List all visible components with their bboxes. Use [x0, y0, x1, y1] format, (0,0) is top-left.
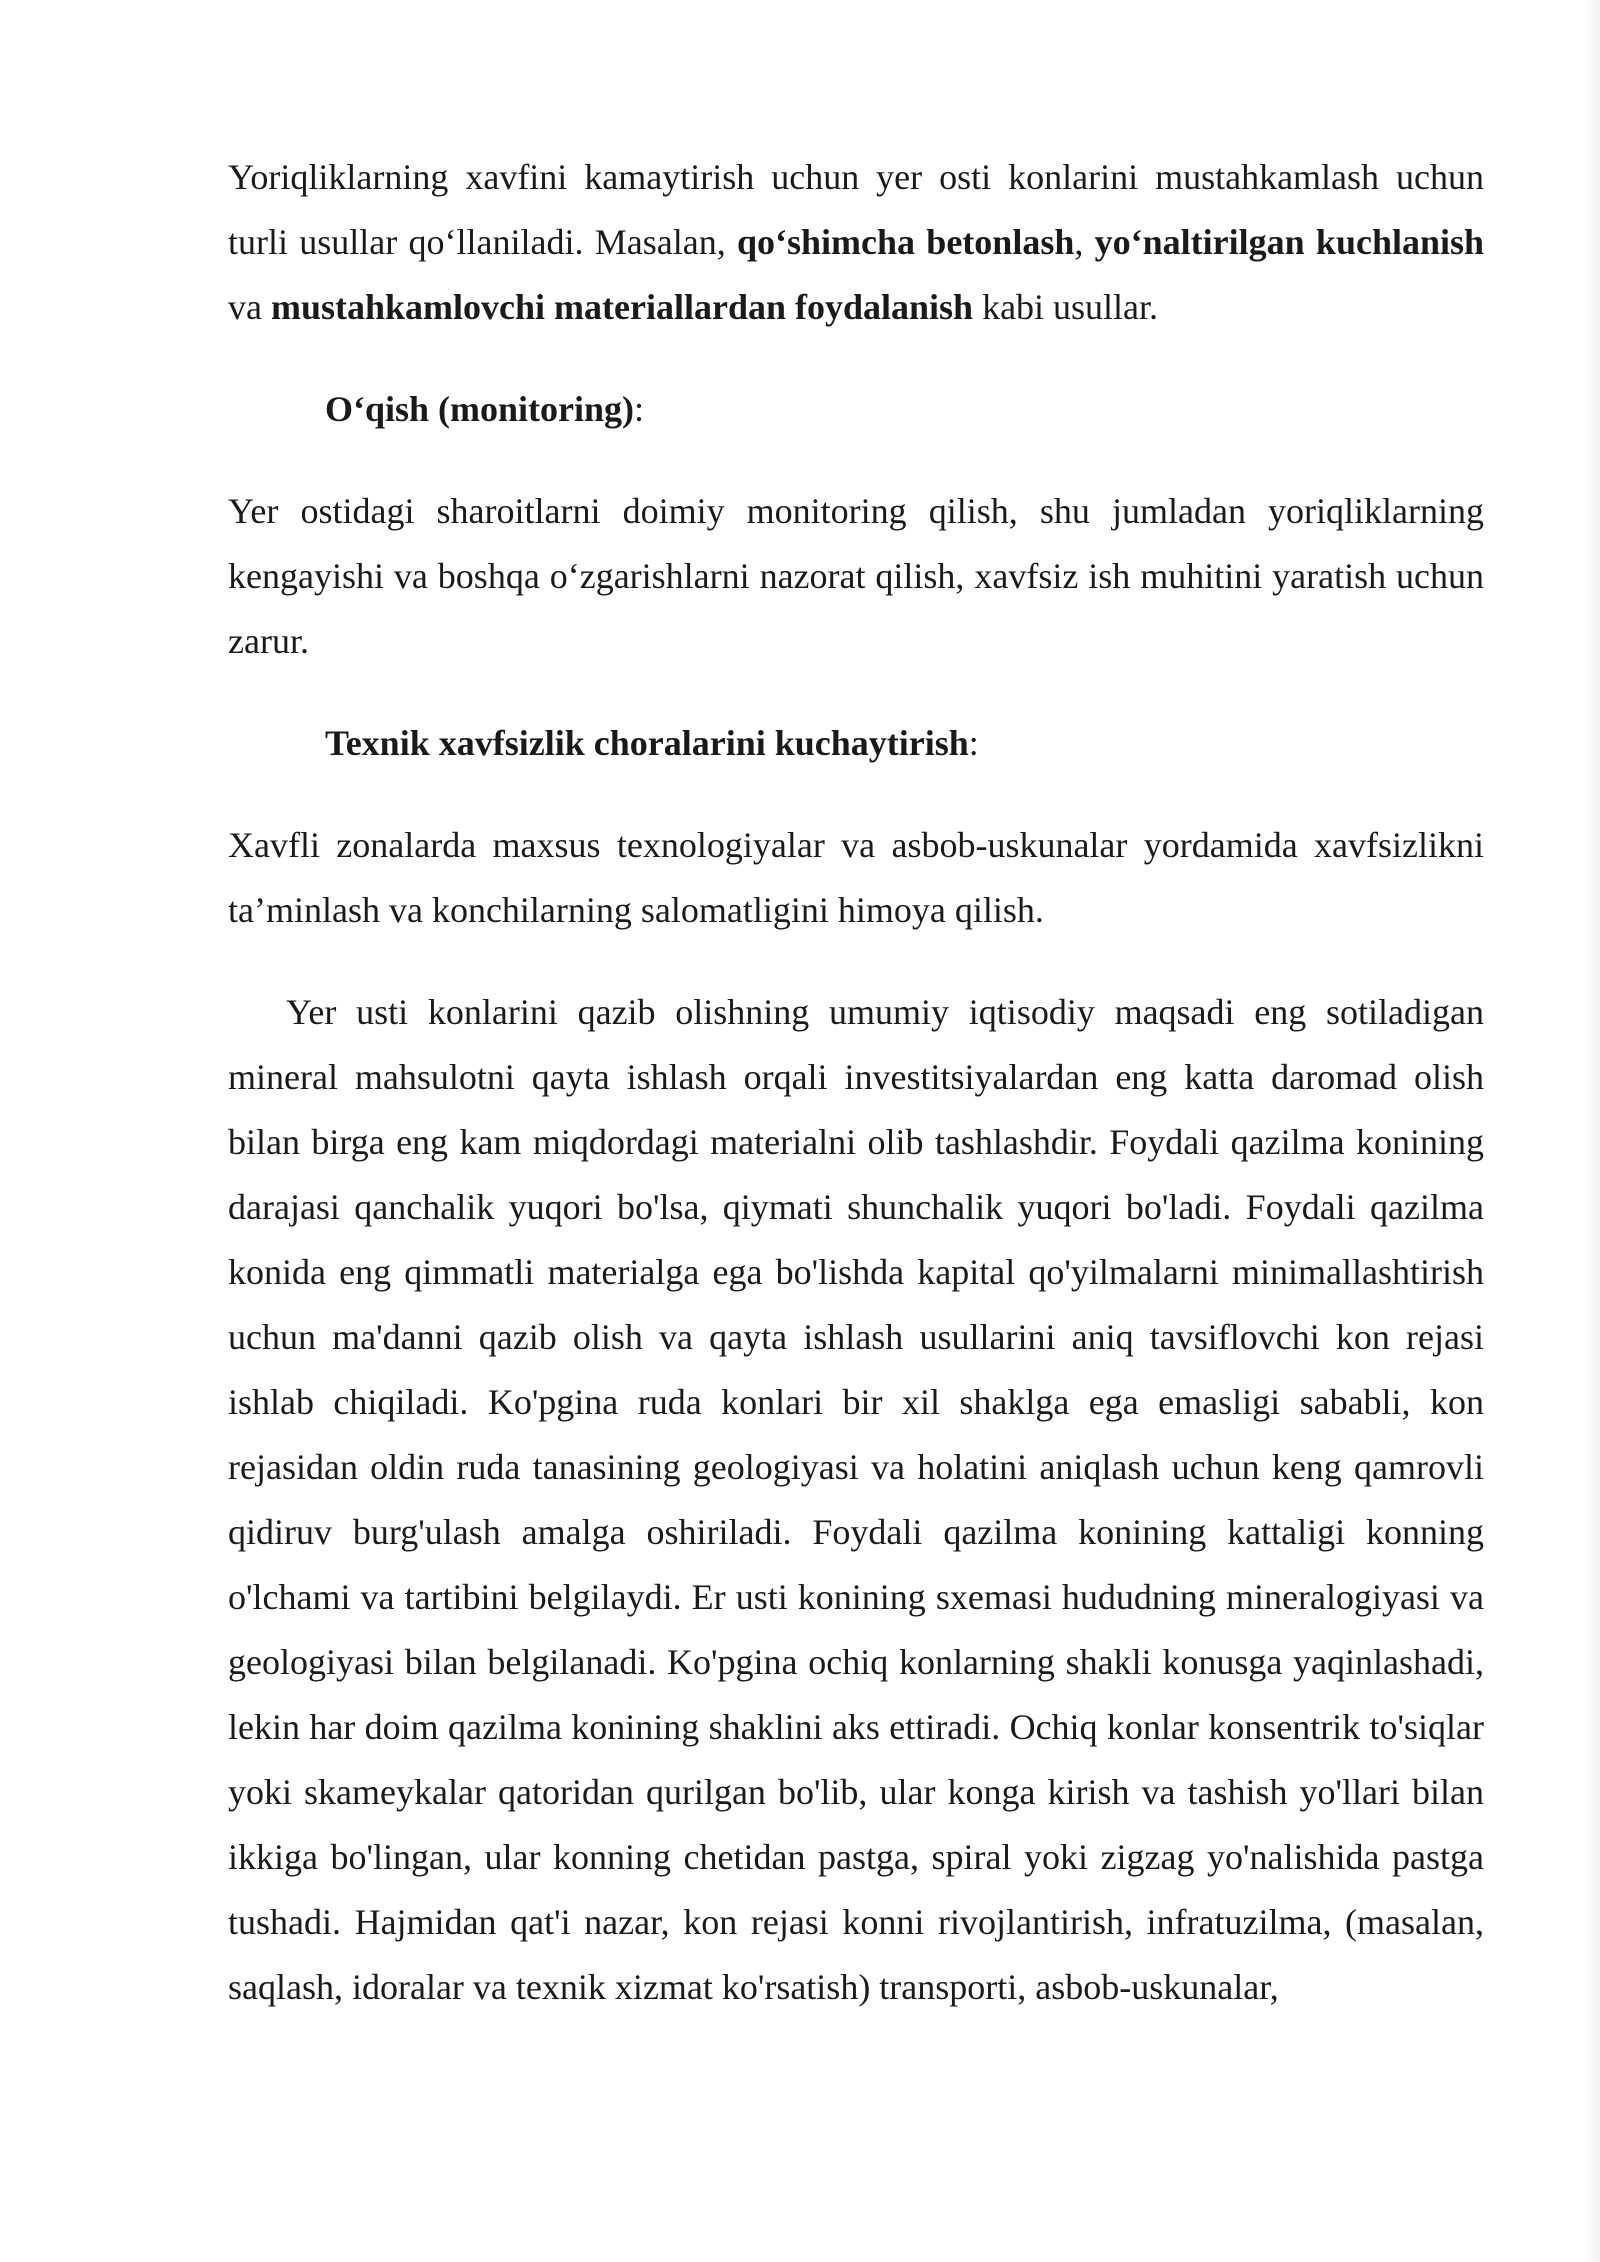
- paragraph-surface-mining: Yer usti konlarini qazib olishning umumiy iqtisodiy maqsadi eng sotiladigan mineral mahsulotni qayta ishlash orqali investitsiyalardan eng katta daromad olish bilan birga eng kam miqdordagi materialni olib tashlashdir. Foydali qazilma konining darajasi qanchalik yuqori bo'lsa, qiymati shunchalik yuqori bo'ladi. Foydali qazilma konida eng qimmatli materialga ega bo'lishda kapital qo'yilmalarni minimallashtirish uchun ma'danni qazib olish va qayta ishlash usullarini aniq tavsiflovchi kon rejasi ishlab chiqiladi. Ko'pgina ruda konlari bir xil shaklga ega emasligi sababli, kon rejasidan oldin ruda tanasining geologiyasi va holatini aniqlash uchun keng qamrovli qidiruv burg'ulash amalga oshiriladi. Foydali qazilma konining kattaligi konning o'lchami va tartibini belgilaydi. Er usti konining sxemasi hududning mineralogiyasi va geologiyasi bilan belgilanadi. Ko'pgina ochiq konlarning shakli konusga yaqinlashadi, lekin har doim qazilma konining shaklini aks ettiradi. Ochiq konlar konsentrik to'siqlar yoki skameykalar qatoridan qurilgan bo'lib, ular konga kirish va tashish yo'llari bilan ikkiga bo'lingan, ular konning chetidan pastga, spiral yoki zigzag yo'nalishida pastga tushadi. Hajmidan qat'i nazar, kon rejasi konni rivojlantirish, infratuzilma, (masalan, saqlash, idoralar va texnik xizmat ko'rsatish) transporti, asbob-uskunalar,: [228, 992, 1484, 2007]
- paragraph-monitoring: Yer ostidagi sharoitlarni doimiy monitoring qilish, shu jumladan yoriqliklarning kengayishi va boshqa o‘zgarishlarni nazorat qilish, xavfsiz ish muhitini yaratish uchun zarur.: [228, 491, 1484, 661]
- heading-colon: :: [634, 389, 645, 429]
- page-body: [228, 145, 1484, 2020]
- bold-term: qo‘shimcha betonlash: [737, 222, 1075, 262]
- text-run: va: [228, 287, 271, 327]
- heading-monitoring: [228, 377, 1484, 442]
- page-edge-shadow: [1586, 0, 1600, 2262]
- bold-term: yo‘naltirilgan kuchlanish: [1094, 222, 1485, 262]
- bold-term: mustahkamlovchi materiallardan foydalanish: [270, 287, 974, 327]
- heading-colon: :: [968, 723, 979, 763]
- heading-safety-measures: [228, 711, 1484, 776]
- heading-text: Texnik xavfsizlik choralarini kuchaytirish: [325, 723, 969, 763]
- text-run: ,: [1074, 222, 1095, 262]
- text-run: kabi usullar.: [973, 287, 1159, 327]
- heading-text: O‘qish (monitoring): [325, 389, 635, 429]
- paragraph-reinforcement: [228, 145, 1484, 340]
- paragraph-safety: Xavfli zonalarda maxsus texnologiyalar va asbob-uskunalar yordamida xavfsizlikni ta’minlash va konchilarning salomatligini himoya qilish.: [228, 825, 1484, 930]
- text-run: Yoriqliklarning xavfini kamaytirish uchun yer osti konlarini mustahkamlash uchun turli usullar qo‘llaniladi. Masalan,: [228, 157, 1484, 262]
